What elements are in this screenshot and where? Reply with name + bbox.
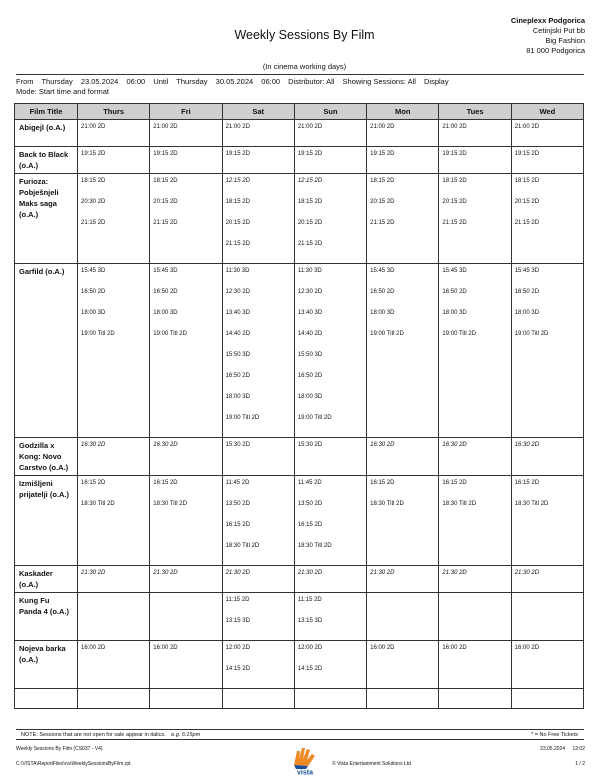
column-header: Sun (294, 104, 366, 120)
session-time: 11:45 2D (297, 480, 322, 486)
session-time: 16:30 2D (514, 442, 540, 448)
day-sessions-cell (78, 264, 150, 438)
day-sessions-cell (294, 147, 366, 174)
day-sessions-cell (367, 147, 439, 174)
session-time: 16:50 2D (297, 373, 323, 379)
day-sessions-cell (439, 147, 511, 174)
report-subtitle: (In cinema working days) (262, 62, 347, 71)
session-time: 11:30 3D (225, 268, 250, 274)
from-label: From (16, 77, 34, 86)
showing-filter: Showing Sessions: All (342, 77, 416, 86)
note-example: e.g. 6:15pm (171, 732, 201, 738)
session-time: 16:50 2D (514, 289, 540, 295)
film-title: Abigejl (o.A.) (15, 120, 78, 147)
session-time: 18:00 3D (153, 310, 178, 316)
copyright: © Vista Entertainment Solutions Ltd (332, 761, 411, 767)
session-time: 16:15 2D (225, 522, 250, 528)
table-row (15, 566, 584, 593)
session-time: 19:00 Titl 2D (442, 331, 477, 337)
session-time: 13:50 2D (225, 501, 250, 507)
table-row (15, 593, 584, 641)
address-line-2: Big Fashion (545, 36, 585, 45)
until-date: 30.05.2024 (215, 77, 254, 86)
film-title: Godzilla x Kong: Novo Carstvo (o.A.) (15, 438, 78, 476)
session-time: 12:00 2D (297, 645, 323, 651)
day-sessions-cell (367, 566, 439, 593)
session-time: 12:15 2D (225, 178, 250, 184)
day-sessions-cell (367, 593, 439, 641)
session-time: 14:15 2D (225, 666, 250, 672)
from-time: 06:00 (126, 77, 146, 86)
session-time: 19:15 2D (225, 151, 250, 157)
session-time: 18:30 Titl 2D (225, 543, 260, 549)
day-sessions-cell (294, 476, 366, 566)
session-time: 21:30 2D (370, 570, 395, 576)
session-time: 15:45 3D (442, 268, 467, 274)
session-time: 18:15 2D (81, 178, 106, 184)
session-time: 19:15 2D (153, 151, 178, 157)
session-time: 21:00 2D (153, 124, 178, 130)
session-time: 19:00 Titl 2D (370, 331, 404, 337)
day-sessions-cell (439, 438, 511, 476)
session-time: 16:50 2D (225, 373, 250, 379)
session-time: 19:15 2D (514, 151, 540, 157)
session-time: 19:00 Titl 2D (297, 415, 332, 421)
day-sessions-cell (222, 264, 294, 438)
address-line-3: 81 000 Podgorica (526, 46, 585, 55)
session-time: 18:30 Titl 2D (442, 501, 477, 507)
empty-cell (78, 689, 150, 709)
report-title: Weekly Sessions By Film (234, 28, 375, 42)
day-sessions-cell (511, 566, 583, 593)
day-sessions-cell (511, 264, 583, 438)
session-time: 20:15 2D (442, 199, 467, 205)
session-time: 21:00 2D (297, 124, 323, 130)
session-time: 12:00 2D (225, 645, 250, 651)
session-time: 20:15 2D (514, 199, 540, 205)
session-time: 16:15 2D (370, 480, 395, 486)
session-time: 13:15 3D (297, 618, 323, 624)
day-sessions-cell (439, 476, 511, 566)
session-time: 18:30 Titl 2D (370, 501, 404, 507)
session-time: 18:15 2D (370, 178, 395, 184)
day-sessions-cell (294, 641, 366, 689)
session-time: 18:00 3D (442, 310, 467, 316)
session-time: 20:15 2D (370, 199, 395, 205)
day-sessions-cell (511, 476, 583, 566)
day-sessions-cell (150, 174, 222, 264)
table-row (15, 641, 584, 689)
empty-cell (222, 689, 294, 709)
session-time: 16:00 2D (442, 645, 467, 651)
day-sessions-cell (150, 264, 222, 438)
day-sessions-cell (511, 438, 583, 476)
session-time: 21:15 2D (514, 220, 540, 226)
vista-logo (288, 745, 322, 775)
session-time: 20:15 2D (297, 220, 323, 226)
session-time: 16:30 2D (153, 442, 178, 448)
session-time: 18:30 Titl 2D (514, 501, 549, 507)
day-sessions-cell (78, 476, 150, 566)
vista-hand-icon (294, 748, 315, 769)
session-time: 20:15 2D (225, 220, 250, 226)
empty-cell (294, 689, 366, 709)
vista-logo-text: vista (297, 769, 313, 775)
session-time: 12:30 2D (297, 289, 323, 295)
day-sessions-cell (439, 566, 511, 593)
session-time: 20:15 2D (153, 199, 178, 205)
day-sessions-cell (511, 641, 583, 689)
session-time: 19:15 2D (81, 151, 106, 157)
session-time: 21:30 2D (225, 570, 250, 576)
session-time: 16:00 2D (81, 645, 106, 651)
table-row (15, 264, 584, 438)
day-sessions-cell (511, 174, 583, 264)
session-time: 21:00 2D (442, 124, 467, 130)
day-sessions-cell (511, 593, 583, 641)
session-time: 11:45 2D (225, 480, 250, 486)
session-time: 11:30 3D (297, 268, 322, 274)
cinema-name: Cineplexx Podgorica (510, 16, 585, 25)
film-title: Kung Fu Panda 4 (o.A.) (15, 593, 78, 641)
until-time: 06:00 (261, 77, 281, 86)
session-time: 16:50 2D (370, 289, 395, 295)
session-time: 21:00 2D (81, 124, 106, 130)
session-time: 18:15 2D (297, 199, 323, 205)
day-sessions-cell (294, 174, 366, 264)
session-time: 16:30 2D (442, 442, 467, 448)
day-sessions-cell (222, 174, 294, 264)
session-time: 19:00 Titl 2D (225, 415, 260, 421)
day-sessions-cell (294, 593, 366, 641)
table-row (15, 147, 584, 174)
empty-cell (511, 689, 583, 709)
day-sessions-cell (367, 264, 439, 438)
session-time: 14:40 2D (297, 331, 323, 337)
display-label: Display (424, 77, 449, 86)
day-sessions-cell (222, 438, 294, 476)
day-sessions-cell (294, 264, 366, 438)
session-time: 19:15 2D (297, 151, 323, 157)
film-title: Nojeva barka (o.A.) (15, 641, 78, 689)
column-header: Wed (511, 104, 583, 120)
empty-row (15, 689, 584, 709)
session-time: 16:15 2D (297, 522, 323, 528)
day-sessions-cell (78, 147, 150, 174)
session-time: 16:50 2D (442, 289, 467, 295)
table-row (15, 120, 584, 147)
session-time: 18:30 Titl 2D (297, 543, 332, 549)
session-time: 21:00 2D (370, 124, 395, 130)
day-sessions-cell (150, 438, 222, 476)
session-time: 14:15 2D (297, 666, 323, 672)
session-time: 18:00 3D (225, 394, 250, 400)
session-time: 15:45 3D (514, 268, 540, 274)
session-time: 21:30 2D (81, 570, 106, 576)
day-sessions-cell (78, 566, 150, 593)
session-time: 16:15 2D (514, 480, 540, 486)
table-row (15, 174, 584, 264)
session-time: 21:15 2D (81, 220, 106, 226)
print-time: 12:02 (572, 746, 585, 752)
table-header-row (15, 104, 584, 120)
session-time: 15:30 2D (297, 442, 323, 448)
day-sessions-cell (78, 120, 150, 147)
session-time: 18:15 2D (153, 178, 178, 184)
day-sessions-cell (511, 120, 583, 147)
empty-cell (150, 689, 222, 709)
session-time: 18:00 3D (297, 394, 323, 400)
day-sessions-cell (222, 566, 294, 593)
session-time: 16:50 2D (153, 289, 178, 295)
session-time: 18:00 3D (370, 310, 395, 316)
table-row (15, 438, 584, 476)
day-sessions-cell (439, 593, 511, 641)
day-sessions-cell (150, 120, 222, 147)
day-sessions-cell (294, 566, 366, 593)
session-time: 20:30 2D (81, 199, 106, 205)
session-time: 13:40 3D (225, 310, 250, 316)
session-time: 19:15 2D (370, 151, 395, 157)
session-time: 16:15 2D (153, 480, 178, 486)
session-time: 19:00 Titl 2D (514, 331, 549, 337)
filter-summary (16, 74, 584, 97)
day-sessions-cell (367, 438, 439, 476)
day-sessions-cell (78, 438, 150, 476)
day-sessions-cell (150, 593, 222, 641)
day-sessions-cell (150, 566, 222, 593)
column-header: Sat (222, 104, 294, 120)
session-time: 21:15 2D (225, 241, 250, 247)
report-name: Weekly Sessions By Film (CS037 - V4) (16, 746, 103, 752)
session-time: 18:00 3D (81, 310, 106, 316)
session-time: 18:15 2D (225, 199, 250, 205)
table-row (15, 476, 584, 566)
session-time: 21:30 2D (442, 570, 467, 576)
day-sessions-cell (150, 147, 222, 174)
day-sessions-cell (367, 476, 439, 566)
session-time: 11:15 2D (225, 597, 250, 603)
from-day: Thursday (41, 77, 73, 86)
session-time: 18:30 Titl 2D (153, 501, 187, 507)
print-datetime (540, 746, 585, 752)
day-sessions-cell (367, 120, 439, 147)
session-time: 15:50 3D (225, 352, 250, 358)
column-header: Film Title (15, 104, 78, 120)
day-sessions-cell (222, 476, 294, 566)
session-time: 12:15 2D (297, 178, 323, 184)
address-line-1: Cetinjski Put bb (532, 26, 585, 35)
day-sessions-cell (78, 174, 150, 264)
session-time: 13:50 2D (297, 501, 323, 507)
day-sessions-cell (367, 174, 439, 264)
day-sessions-cell (78, 593, 150, 641)
day-sessions-cell (439, 174, 511, 264)
day-sessions-cell (367, 641, 439, 689)
day-sessions-cell (222, 120, 294, 147)
day-sessions-cell (222, 147, 294, 174)
distributor-filter: Distributor: All (288, 77, 335, 86)
report-path: C:\VISTA\ReportFiles\rvsWeeklySessionsByFilm.rpt (16, 761, 131, 767)
day-sessions-cell (294, 438, 366, 476)
session-time: 21:15 2D (370, 220, 395, 226)
film-title: Kaskader (o.A.) (15, 566, 78, 593)
column-header: Tues (439, 104, 511, 120)
day-sessions-cell (150, 476, 222, 566)
empty-cell (367, 689, 439, 709)
session-time: 15:45 3D (153, 268, 178, 274)
session-time: 15:45 3D (370, 268, 395, 274)
session-time: 15:45 3D (81, 268, 106, 274)
empty-cell (15, 689, 78, 709)
day-sessions-cell (439, 641, 511, 689)
session-time: 21:00 2D (225, 124, 250, 130)
session-time: 16:15 2D (81, 480, 106, 486)
film-title: Izmišljeni prijatelji (o.A.) (15, 476, 78, 566)
session-time: 12:30 2D (225, 289, 250, 295)
day-sessions-cell (222, 641, 294, 689)
session-time: 19:00 Titl 2D (81, 331, 115, 337)
film-title: Furioza: Pobješnjeli Maks saga (o.A.) (15, 174, 78, 264)
day-sessions-cell (511, 147, 583, 174)
day-sessions-cell (439, 264, 511, 438)
day-sessions-cell (439, 120, 511, 147)
film-title: Garfild (o.A.) (15, 264, 78, 438)
sessions-table (14, 103, 584, 709)
session-time: 21:15 2D (297, 241, 323, 247)
session-time: 19:15 2D (442, 151, 467, 157)
note-text: NOTE: Sessions that are not open for sale appear in italics. (21, 732, 166, 738)
until-label: Until (153, 77, 169, 86)
day-sessions-cell (294, 120, 366, 147)
italic-note (16, 729, 584, 740)
session-time: 16:00 2D (514, 645, 540, 651)
until-day: Thursday (176, 77, 208, 86)
day-sessions-cell (78, 641, 150, 689)
day-sessions-cell (222, 593, 294, 641)
session-time: 18:15 2D (442, 178, 467, 184)
column-header: Fri (150, 104, 222, 120)
session-time: 21:30 2D (514, 570, 540, 576)
column-header: Mon (367, 104, 439, 120)
film-title: Back to Black (o.A.) (15, 147, 78, 174)
session-time: 15:50 3D (297, 352, 323, 358)
session-time: 13:15 3D (225, 618, 250, 624)
session-time: 11:15 2D (297, 597, 322, 603)
page-number: 1 / 2 (575, 761, 585, 767)
session-time: 21:15 2D (153, 220, 178, 226)
session-time: 18:30 Titl 2D (81, 501, 115, 507)
session-time: 16:00 2D (370, 645, 395, 651)
session-time: 15:30 2D (225, 442, 250, 448)
session-time: 14:40 2D (225, 331, 250, 337)
session-time: 21:30 2D (153, 570, 178, 576)
day-sessions-cell (150, 641, 222, 689)
session-time: 21:00 2D (514, 124, 540, 130)
session-time: 16:50 2D (81, 289, 106, 295)
session-time: 19:00 Titl 2D (153, 331, 187, 337)
session-time: 16:30 2D (81, 442, 106, 448)
session-time: 16:00 2D (153, 645, 178, 651)
print-date: 23.05.2024 (540, 746, 566, 752)
session-time: 18:15 2D (514, 178, 540, 184)
session-time: 16:30 2D (370, 442, 395, 448)
free-tickets-legend: * = No Free Tickets (531, 732, 578, 738)
column-header: Thurs (78, 104, 150, 120)
session-time: 16:15 2D (442, 480, 467, 486)
session-time: 21:15 2D (442, 220, 467, 226)
from-date: 23.05.2024 (80, 77, 119, 86)
session-time: 21:30 2D (297, 570, 323, 576)
session-time: 18:00 3D (514, 310, 540, 316)
session-time: 13:40 3D (297, 310, 323, 316)
empty-cell (439, 689, 511, 709)
mode-label: Mode: Start time and format (16, 87, 109, 96)
